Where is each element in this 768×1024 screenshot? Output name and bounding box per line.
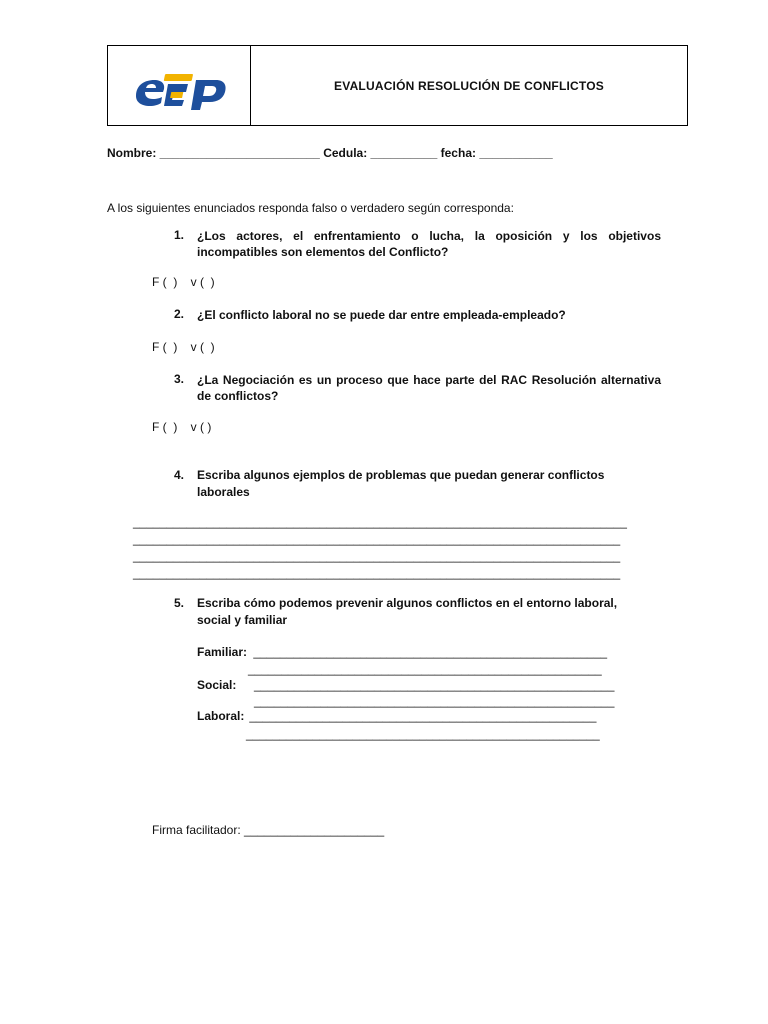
question-4-line1: Escriba algunos ejemplos de problemas que puedan generar conflictos <box>197 468 605 482</box>
info-line <box>107 146 553 160</box>
question-1-text: ¿Los actores, el enfrentamiento o lucha, la oposición y los objetivos incompatibles son elementos del Conflicto? <box>197 229 661 259</box>
question-1-options[interactable]: F ( ) v ( ) <box>152 275 215 289</box>
question-1-number: 1. <box>174 228 185 242</box>
cedula-field[interactable]: : __________ <box>363 146 438 160</box>
question-3-options[interactable]: F ( ) v ( ) <box>152 420 212 434</box>
familiar-label: Familiar: <box>197 645 248 659</box>
signature-line <box>152 823 384 837</box>
laboral-field-line-1[interactable]: ____________________________________________________ <box>246 709 597 723</box>
eap-logo-graphic <box>132 70 232 110</box>
question-4-line2: laborales <box>197 485 250 499</box>
answer-line-2[interactable]: _________________________________________________________________________ <box>133 532 621 546</box>
question-3-text: ¿La Negociación es un proceso que hace parte del RAC Resolución alternativa de conflictos? <box>197 373 661 403</box>
question-5-number: 5. <box>174 596 185 610</box>
question-5-line2: social y familiar <box>197 613 288 627</box>
header-box <box>107 45 688 126</box>
name-label: Nombre <box>107 146 153 160</box>
name-field[interactable]: : ________________________ <box>152 146 320 160</box>
laboral-label: Laboral: <box>197 709 245 723</box>
answer-line-4[interactable]: _________________________________________________________________________ <box>133 566 621 580</box>
social-field-line-2[interactable]: ______________________________________________________ <box>254 694 615 708</box>
familiar-field-line-2[interactable]: _____________________________________________________ <box>248 662 602 676</box>
instructions: A los siguientes enunciados responda falso o verdadero según corresponda: <box>107 201 514 215</box>
answer-line-3[interactable]: _________________________________________________________________________ <box>133 549 621 563</box>
document-title: EVALUACIÓN RESOLUCIÓN DE CONFLICTOS <box>334 79 604 93</box>
question-2-text: ¿El conflicto laboral no se puede dar entre empleada-empleado? <box>197 308 566 322</box>
signature-field[interactable]: _____________________ <box>244 823 385 837</box>
question-5-line1: Escriba cómo podemos prevenir algunos conflictos en el entorno laboral, <box>197 596 618 610</box>
question-2-number: 2. <box>174 307 185 321</box>
social-field-line-1[interactable]: ______________________________________________________ <box>254 678 615 692</box>
social-label: Social: <box>197 678 237 692</box>
answer-line-1[interactable]: __________________________________________________________________________ <box>133 515 627 529</box>
question-4-number: 4. <box>174 468 185 482</box>
question-2-options[interactable]: F ( ) v ( ) <box>152 340 215 354</box>
signature-label: Firma facilitador: <box>152 823 245 837</box>
question-3-number: 3. <box>174 372 185 386</box>
fecha-field[interactable]: fecha: ___________ <box>440 146 553 160</box>
eap-logo <box>132 70 232 115</box>
cedula-label: Cedula <box>323 146 364 160</box>
laboral-field-line-2[interactable]: _____________________________________________________ <box>246 727 600 741</box>
familiar-field-line-1[interactable]: _____________________________________________________ <box>250 645 608 659</box>
